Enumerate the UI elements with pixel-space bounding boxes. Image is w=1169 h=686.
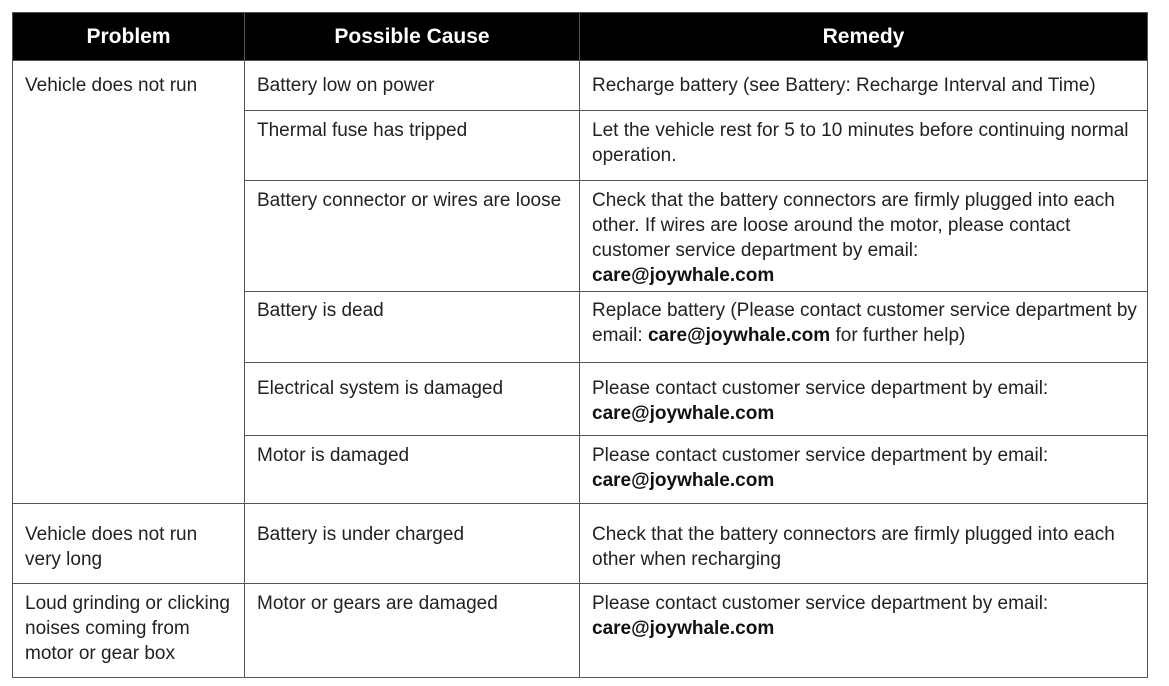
cause-cell: Motor is damaged: [245, 436, 580, 504]
remedy-cell: [580, 436, 1148, 504]
cause-cell: Electrical system is damaged: [245, 363, 580, 436]
header-possible-cause: Possible Cause: [245, 13, 580, 61]
email-link[interactable]: care@joywhale.com: [592, 265, 775, 286]
cause-cell: Battery connector or wires are loose: [245, 181, 580, 292]
troubleshooting-table: [12, 12, 1148, 678]
problem-cell: Loud grinding or clicking noises coming from motor or gear box: [13, 584, 245, 678]
remedy-text: Please contact customer service department by email:: [592, 378, 1049, 399]
remedy-text: Please contact customer service department by email:: [592, 593, 1049, 614]
remedy-cell: [580, 111, 1148, 181]
remedy-cell: [580, 292, 1148, 363]
remedy-text: Recharge battery (see Battery: Recharge Interval and Time): [592, 75, 1096, 96]
table-row: [13, 61, 1148, 111]
remedy-cell: [580, 363, 1148, 436]
problem-cell: Vehicle does not run very long: [13, 504, 245, 584]
remedy-text: Please contact customer service department by email:: [592, 445, 1049, 466]
header-problem: Problem: [13, 13, 245, 61]
email-link[interactable]: care@joywhale.com: [592, 618, 775, 639]
table-row: [13, 584, 1148, 678]
table-row: [13, 504, 1148, 584]
header-remedy: Remedy: [580, 13, 1148, 61]
cause-cell: Battery low on power: [245, 61, 580, 111]
cause-cell: Battery is under charged: [245, 504, 580, 584]
remedy-cell: [580, 504, 1148, 584]
email-link[interactable]: care@joywhale.com: [592, 403, 775, 424]
remedy-cell: [580, 584, 1148, 678]
remedy-cell: [580, 61, 1148, 111]
remedy-suffix: for further help): [835, 325, 966, 346]
cause-cell: Thermal fuse has tripped: [245, 111, 580, 181]
cause-cell: Motor or gears are damaged: [245, 584, 580, 678]
remedy-cell: [580, 181, 1148, 292]
email-link[interactable]: care@joywhale.com: [647, 325, 831, 346]
remedy-text: Let the vehicle rest for 5 to 10 minutes before continuing normal operation.: [592, 120, 1129, 166]
problem-cell: Vehicle does not run: [13, 61, 245, 504]
remedy-text: Check that the battery connectors are firmly plugged into each other when recharging: [592, 524, 1115, 570]
remedy-text: Replace battery (Please contact customer service department by email:: [592, 300, 1137, 346]
cause-cell: Battery is dead: [245, 292, 580, 363]
header-row: [13, 13, 1148, 61]
email-link[interactable]: care@joywhale.com: [592, 470, 775, 491]
remedy-text: Check that the battery connectors are firmly plugged into each other. If wires are loose around the motor, please contact customer service department by email:: [592, 190, 1115, 261]
